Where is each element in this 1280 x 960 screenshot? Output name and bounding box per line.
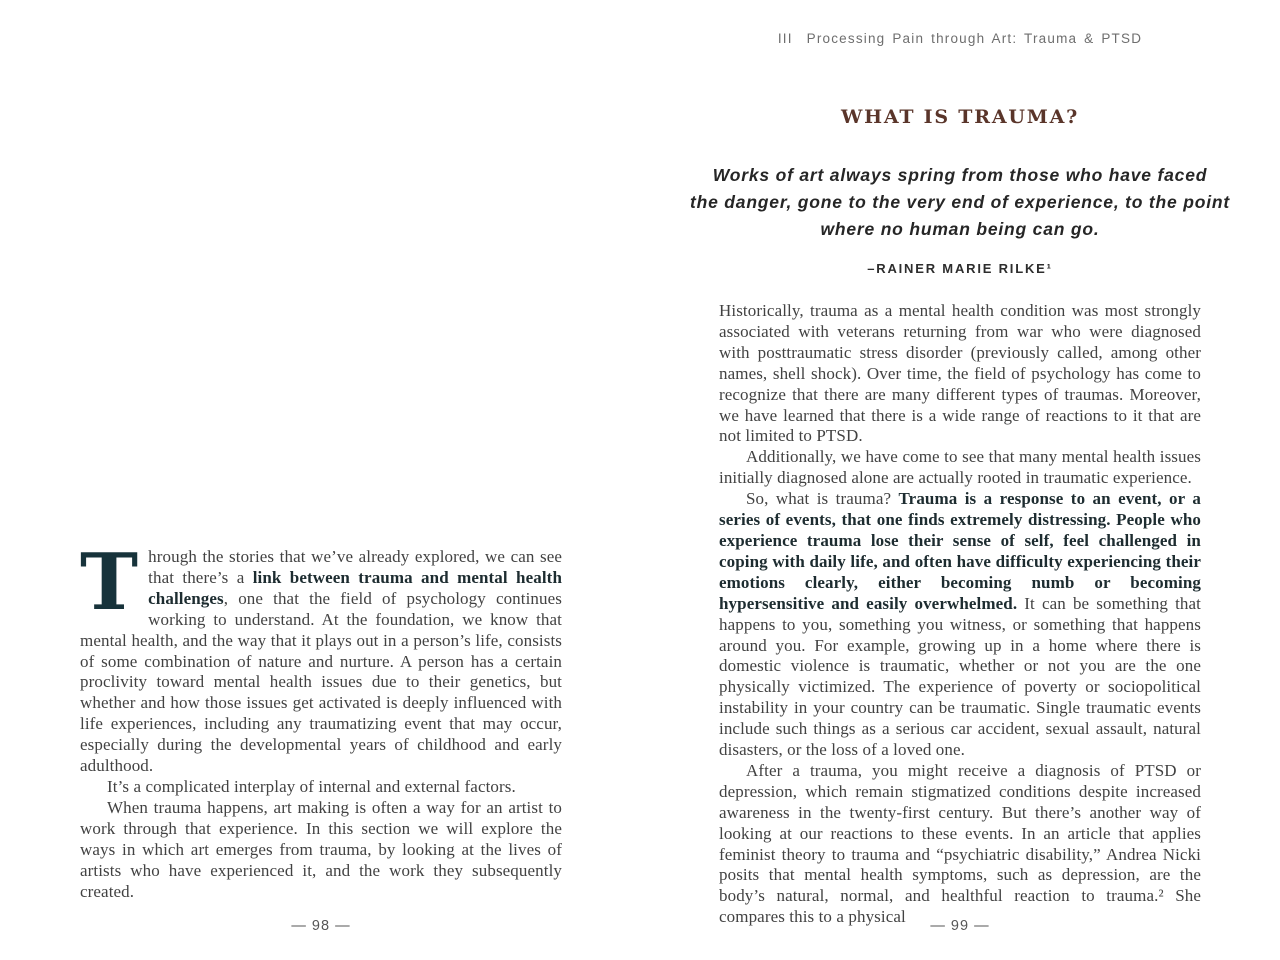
right-page-body	[719, 301, 1201, 928]
left-page-body	[80, 537, 562, 902]
text-run: Additionally, we have come to see that many mental health issues initially diagnosed alone are actually rooted in traumatic experience.	[719, 447, 1201, 488]
paragraph	[719, 761, 1201, 928]
text-run: Historically, trauma as a mental health condition was most strongly associated with veterans returning from war who were diagnosed with posttraumatic stress disorder (previously called, among other names, shell shock). Over time, the field of psychology has come to recognize that there are many different types of traumas. Moreover, we have learned that there is a wide range of reactions to it that are not limited to PTSD.	[719, 301, 1201, 446]
paragraph	[80, 777, 562, 798]
text-run: It can be something that happens to you, something you witness, or something that happens around you. For example, growing up in a home where there is domestic violence is traumatic, whether or not you are the one physically victimized. The experience of poverty or sociopolitical instability in your country can be traumatic. Single traumatic events include such things as a serious car accident, sexual assault, natural disasters, or the loss of a loved one.	[719, 593, 1202, 760]
epigraph-quote	[640, 162, 1280, 243]
quote-line: Works of art always spring from those who have faced	[712, 165, 1208, 185]
paragraph	[719, 301, 1201, 447]
paragraph	[80, 537, 562, 777]
page-number-right: — 99 —	[930, 918, 990, 934]
text-run: It’s a complicated interplay of internal and external factors.	[107, 776, 516, 796]
text-run: When trauma happens, art making is often a way for an artist to work through that experience. In this section we will explore the ways in which art emerges from trauma, by looking at the lives of artists who have experienced it, and the work they subsequently created.	[80, 797, 562, 901]
section-heading: WHAT IS TRAUMA?	[840, 106, 1080, 128]
quote-line: where no human being can go.	[820, 219, 1100, 239]
drop-cap: T	[80, 537, 139, 628]
quote-attribution: –RAINER MARIE RILKE¹	[867, 261, 1053, 276]
paragraph	[719, 489, 1201, 761]
text-run: hrough the stories that we’ve already explored, we can see that there’s a	[148, 547, 562, 587]
bold-text-run: Trauma is a response to an event, or a series of events, that one finds extremely distressing. People who experience trauma lose their sense of self, feel challenged in coping with daily life, and often have difficulty experiencing their emotions clearly, either becoming numb or becoming hypersensitive and easily overwhelmed.	[719, 489, 1201, 613]
running-header: III Processing Pain through Art: Trauma & PTSD	[777, 31, 1143, 46]
text-run: , one that the field of psychology continues working to understand. At the foundation, we know that mental health, and the way that it plays out in a person’s life, consists of some combination of nature and nurture. A person has a certain proclivity toward mental health issues due to their genetics, but whether and how those issues get activated is deeply influenced with life experiences, including any traumatizing event that may occur, especially during the developmental years of childhood and early adulthood.	[80, 588, 562, 776]
quote-line: the danger, gone to the very end of experience, to the point	[689, 192, 1231, 212]
paragraph	[80, 798, 562, 903]
text-run: So, what is trauma?	[746, 489, 899, 509]
page-number-left: — 98 —	[291, 918, 351, 934]
bold-text-run: link between trauma and mental health challenges	[148, 567, 562, 608]
text-run: After a trauma, you might receive a diagnosis of PTSD or depression, which remain stigmatized conditions despite increased awareness in the twenty-first century. But there’s another way of looking at our reactions to these events. In an article that applies feminist theory to trauma and “psychiatric disability,” Andrea Nicki posits that mental health symptoms, such as depression, are the body’s natural, normal, and healthful reaction to trauma.² She compares this to a physical	[719, 760, 1201, 927]
paragraph	[719, 447, 1201, 489]
